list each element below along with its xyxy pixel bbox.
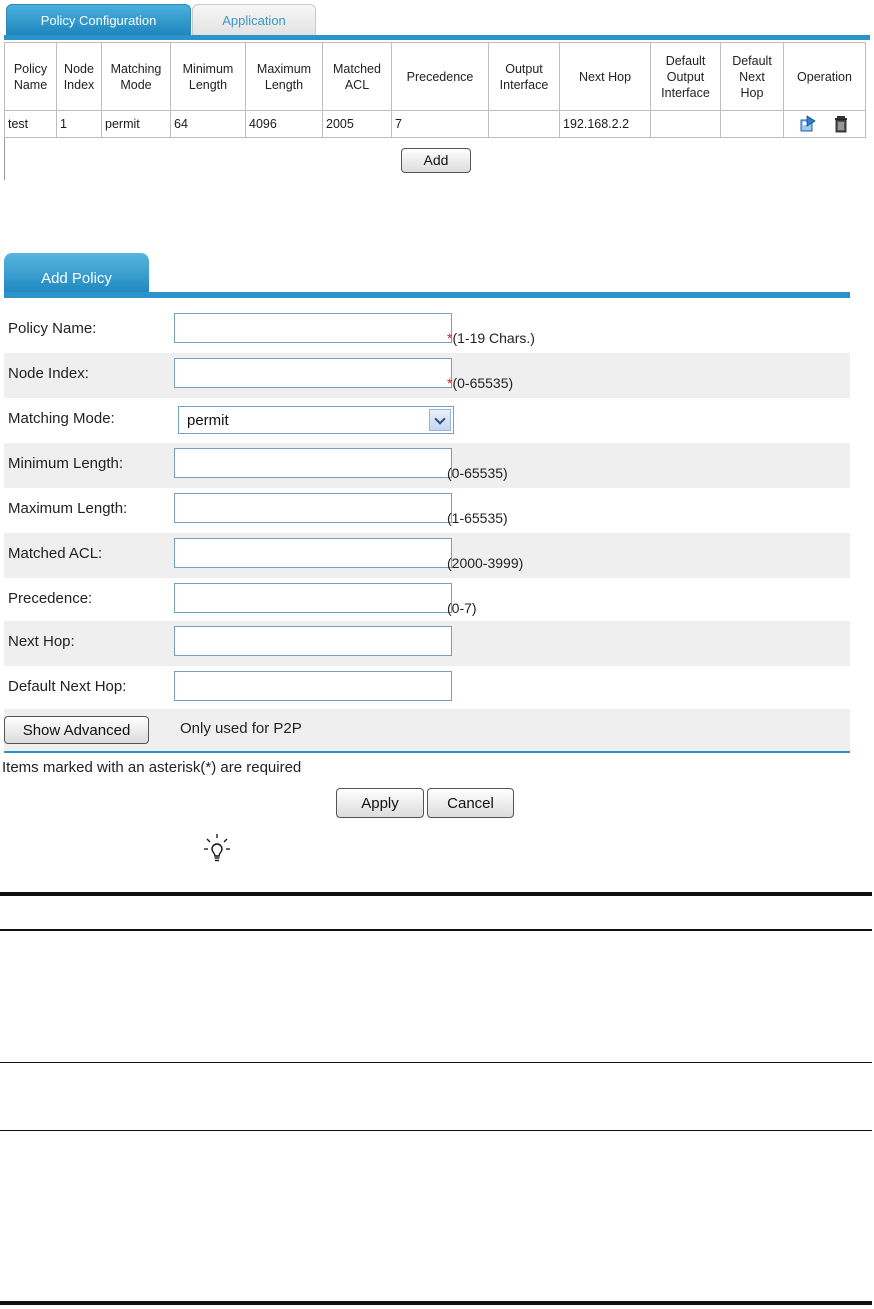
table-row: [5, 111, 866, 138]
advanced-note: Only used for P2P: [180, 720, 302, 737]
row-maximum-length: [4, 488, 850, 533]
cell-output-interface: [489, 111, 560, 138]
edit-icon[interactable]: [798, 115, 818, 133]
row-default-next-hop: [4, 666, 850, 711]
doc-table-row-rule-2: [0, 1130, 872, 1131]
col-node-index: Node Index: [57, 43, 102, 111]
cell-policy-name: test: [5, 111, 57, 138]
policy-table: [4, 42, 866, 138]
matching-mode-value: permit: [187, 412, 229, 429]
next-hop-label: Next Hop:: [8, 633, 75, 650]
next-hop-input[interactable]: [174, 626, 452, 656]
matching-mode-label: Matching Mode:: [8, 410, 115, 427]
form-bottom-divider: [4, 751, 850, 753]
add-policy-divider: [4, 292, 850, 298]
doc-table-top-rule: [0, 892, 872, 896]
node-index-hint: *(0-65535): [447, 375, 514, 391]
precedence-hint: (0-7): [447, 600, 477, 616]
matched-acl-input[interactable]: [174, 538, 452, 568]
row-minimum-length: [4, 443, 850, 488]
doc-table-header-rule: [0, 929, 872, 931]
policy-name-input[interactable]: [174, 313, 452, 343]
precedence-input[interactable]: [174, 583, 452, 613]
add-policy-tab[interactable]: Add Policy: [4, 253, 149, 293]
col-matched-acl: Matched ACL: [323, 43, 392, 111]
required-note: Items marked with an asterisk(*) are required: [2, 759, 302, 776]
row-node-index: [4, 353, 850, 398]
cell-default-next-hop: [721, 111, 784, 138]
maximum-length-hint: (1-65535): [447, 510, 508, 526]
precedence-label: Precedence:: [8, 590, 93, 607]
tab-application[interactable]: Application: [192, 4, 316, 35]
table-header-row: [5, 43, 866, 111]
col-matching-mode: Matching Mode: [102, 43, 171, 111]
minimum-length-label: Minimum Length:: [8, 455, 124, 472]
doc-table-row-rule: [0, 1062, 872, 1063]
delete-icon[interactable]: [831, 115, 851, 133]
table-frame-edge: [4, 138, 5, 180]
cell-operation: [784, 111, 866, 138]
apply-button[interactable]: Apply: [336, 788, 424, 818]
lightbulb-icon: [204, 833, 230, 867]
policy-name-label: Policy Name:: [8, 320, 97, 337]
cell-default-output-interface: [651, 111, 721, 138]
col-default-output-interface: Default Output Interface: [651, 43, 721, 111]
default-next-hop-input[interactable]: [174, 671, 452, 701]
col-output-interface: Output Interface: [489, 43, 560, 111]
maximum-length-label: Maximum Length:: [8, 500, 128, 517]
minimum-length-input[interactable]: [174, 448, 452, 478]
default-next-hop-label: Default Next Hop:: [8, 678, 127, 695]
row-policy-name: [4, 308, 850, 353]
node-index-input[interactable]: [174, 358, 452, 388]
cell-maximum-length: 4096: [246, 111, 323, 138]
col-precedence: Precedence: [392, 43, 489, 111]
row-precedence: [4, 578, 850, 623]
cancel-button[interactable]: Cancel: [427, 788, 514, 818]
cell-minimum-length: 64: [171, 111, 246, 138]
policy-name-hint: *(1-19 Chars.): [447, 330, 535, 346]
doc-table-bottom-rule: [0, 1301, 872, 1305]
col-minimum-length: Minimum Length: [171, 43, 246, 111]
row-matching-mode: [4, 398, 850, 443]
col-next-hop: Next Hop: [560, 43, 651, 111]
cell-matching-mode: permit: [102, 111, 171, 138]
chevron-down-icon[interactable]: [429, 409, 451, 431]
col-policy-name: Policy Name: [5, 43, 57, 111]
add-button[interactable]: Add: [401, 148, 471, 173]
cell-matched-acl: 2005: [323, 111, 392, 138]
row-next-hop: [4, 621, 850, 666]
row-matched-acl: [4, 533, 850, 578]
minimum-length-hint: (0-65535): [447, 465, 508, 481]
matching-mode-select[interactable]: [178, 406, 454, 434]
tab-divider: [4, 35, 870, 40]
node-index-label: Node Index:: [8, 365, 89, 382]
show-advanced-button[interactable]: Show Advanced: [4, 716, 149, 744]
cell-next-hop: 192.168.2.2: [560, 111, 651, 138]
matched-acl-label: Matched ACL:: [8, 545, 103, 562]
cell-node-index: 1: [57, 111, 102, 138]
tab-policy-configuration[interactable]: Policy Configuration: [6, 4, 191, 35]
cell-precedence: 7: [392, 111, 489, 138]
matched-acl-hint: (2000-3999): [447, 555, 524, 571]
top-tab-strip: [4, 4, 850, 38]
row-show-advanced: [4, 709, 850, 751]
col-operation: Operation: [784, 43, 866, 111]
maximum-length-input[interactable]: [174, 493, 452, 523]
col-default-next-hop: Default Next Hop: [721, 43, 784, 111]
col-maximum-length: Maximum Length: [246, 43, 323, 111]
